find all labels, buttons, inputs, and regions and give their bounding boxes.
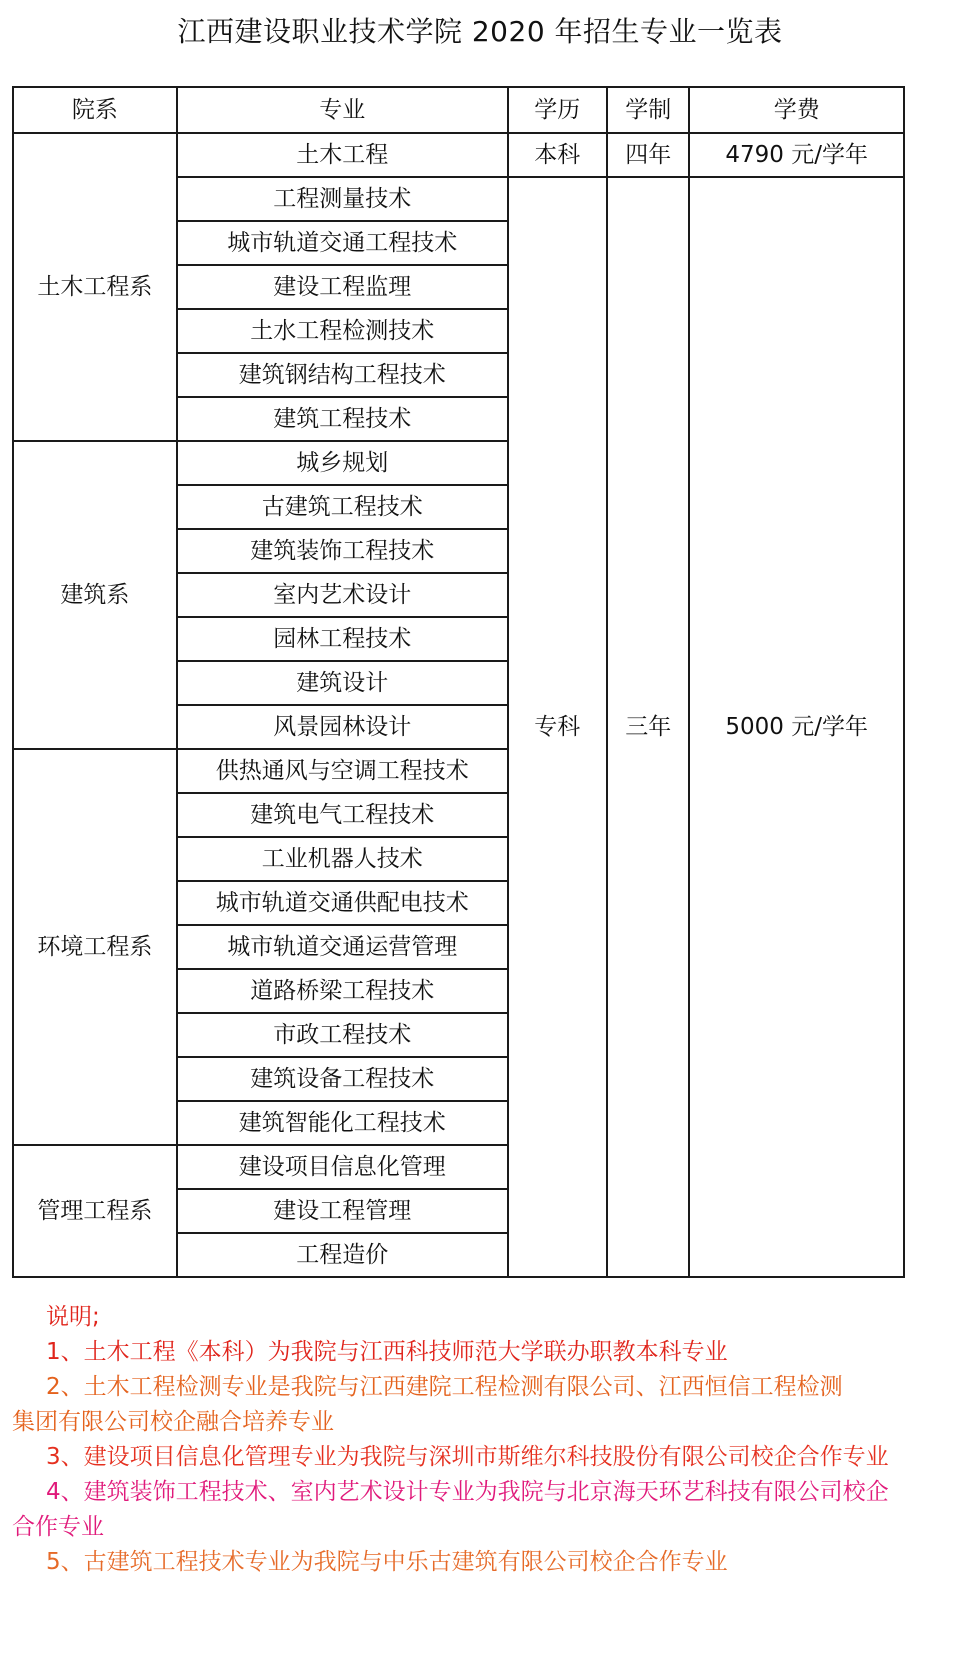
majors-table [12, 86, 905, 1278]
note-item: 2、土木工程检测专业是我院与江西建院工程检测有限公司、江西恒信工程检测 [46, 1374, 843, 1400]
header-fee: 学费 [689, 87, 904, 133]
major-cell: 室内艺术设计 [177, 573, 508, 617]
major-cell: 建筑装饰工程技术 [177, 529, 508, 573]
major-cell: 风景园林设计 [177, 705, 508, 749]
table-header-row [13, 87, 904, 133]
major-cell: 市政工程技术 [177, 1013, 508, 1057]
major-cell: 建筑设备工程技术 [177, 1057, 508, 1101]
note-item: 集团有限公司校企融合培养专业 [12, 1409, 334, 1435]
major-cell: 道路桥梁工程技术 [177, 969, 508, 1013]
duration-cell: 四年 [607, 133, 689, 177]
duration-cell: 三年 [607, 177, 689, 1277]
major-cell: 城市轨道交通工程技术 [177, 221, 508, 265]
header-degree: 学历 [508, 87, 607, 133]
major-cell: 工程造价 [177, 1233, 508, 1277]
degree-cell: 专科 [508, 177, 607, 1277]
note-item: 3、建设项目信息化管理专业为我院与深圳市斯维尔科技股份有限公司校企合作专业 [46, 1444, 889, 1470]
major-cell: 建筑钢结构工程技术 [177, 353, 508, 397]
major-cell: 工程测量技术 [177, 177, 508, 221]
notes-section [12, 1300, 948, 1580]
department-cell: 管理工程系 [13, 1145, 177, 1277]
major-cell: 建设工程管理 [177, 1189, 508, 1233]
note-item: 5、古建筑工程技术专业为我院与中乐古建筑有限公司校企合作专业 [46, 1549, 728, 1575]
major-cell: 土木工程 [177, 133, 508, 177]
major-cell: 建筑电气工程技术 [177, 793, 508, 837]
note-item: 4、建筑装饰工程技术、室内艺术设计专业为我院与北京海天环艺科技有限公司校企 [46, 1479, 889, 1505]
department-cell: 建筑系 [13, 441, 177, 749]
header-duration: 学制 [607, 87, 689, 133]
degree-cell: 本科 [508, 133, 607, 177]
major-cell: 城乡规划 [177, 441, 508, 485]
department-cell: 环境工程系 [13, 749, 177, 1145]
header-major: 专业 [177, 87, 508, 133]
major-cell: 供热通风与空调工程技术 [177, 749, 508, 793]
major-cell: 工业机器人技术 [177, 837, 508, 881]
department-cell: 土木工程系 [13, 133, 177, 441]
major-cell: 城市轨道交通供配电技术 [177, 881, 508, 925]
fee-cell: 4790 元/学年 [689, 133, 904, 177]
note-item: 合作专业 [12, 1514, 104, 1540]
table-row [13, 133, 904, 177]
major-cell: 城市轨道交通运营管理 [177, 925, 508, 969]
major-cell: 古建筑工程技术 [177, 485, 508, 529]
major-cell: 建设工程监理 [177, 265, 508, 309]
major-cell: 建筑智能化工程技术 [177, 1101, 508, 1145]
notes-heading: 说明; [46, 1304, 100, 1330]
major-cell: 建筑设计 [177, 661, 508, 705]
major-cell: 园林工程技术 [177, 617, 508, 661]
page-title: 江西建设职业技术学院 2020 年招生专业一览表 [177, 15, 783, 48]
note-item: 1、土木工程《本科）为我院与江西科技师范大学联办职教本科专业 [46, 1339, 728, 1365]
major-cell: 土水工程检测技术 [177, 309, 508, 353]
fee-cell: 5000 元/学年 [689, 177, 904, 1277]
major-cell: 建筑工程技术 [177, 397, 508, 441]
major-cell: 建设项目信息化管理 [177, 1145, 508, 1189]
header-department: 院系 [13, 87, 177, 133]
